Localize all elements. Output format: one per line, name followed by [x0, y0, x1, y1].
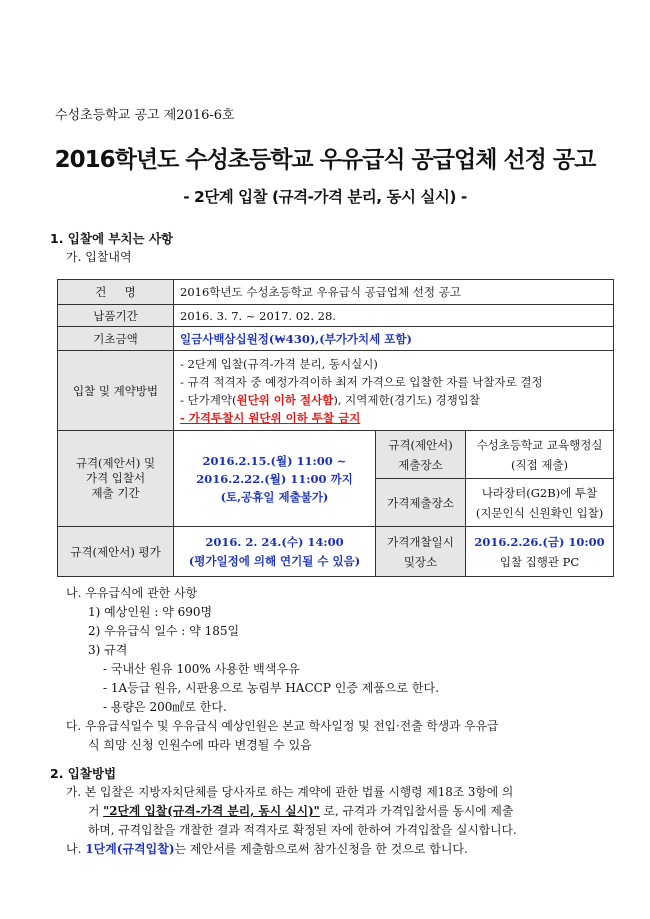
method-item: - 규격 적격자 중 예정가격이하 최저 가격으로 입찰한 자를 낙찰자로 결정: [180, 374, 543, 389]
section2-item-a-cont: 거 "2단계 입찰(규격-가격 분리, 동시 실시)" 로, 규격과 가격입찰서를 동시에 제출: [88, 804, 514, 818]
notice-number: 수성초등학교 공고 제2016-6호: [55, 108, 235, 123]
table-row: [58, 527, 614, 577]
spec-deadline-label: 규격(제안서) 및 가격 입찰서 제출 기간: [58, 431, 174, 527]
method-item-warning: - 가격투찰시 원단위 이하 투찰 금지: [180, 410, 361, 425]
name-value: 2016학년도 수성초등학교 우유급식 공급업체 선정 공고: [174, 280, 614, 305]
section1-title: 1. 입찰에 부치는 사항: [50, 231, 174, 246]
table-row: [58, 351, 614, 431]
list-item: - 국내산 원유 100% 사용한 백색우유: [103, 662, 300, 676]
name-label: 건 명: [58, 280, 174, 305]
price-place-value: 나라장터(G2B)에 투찰 (지문인식 신원확인 입찰): [466, 479, 614, 527]
open-label: 가격개찰일시 및장소: [376, 527, 466, 577]
spec-place-value: 수성초등학교 교육행정실 (직접 제출): [466, 431, 614, 479]
table-row: [58, 280, 614, 305]
list-item: - 용량은 200㎖로 한다.: [103, 700, 227, 714]
open-value: 2016.2.26.(금) 10:00 입찰 집행관 PC: [466, 527, 614, 577]
list-item: - 1A등급 원유, 시판용으로 농림부 HACCP 인증 제품으로 한다.: [103, 681, 439, 695]
section1-sub-c: 다. 우유급식일수 및 우유급식 예상인원은 본교 학사일정 및 전입·전출 학생과 우유급: [66, 719, 499, 733]
document-title: 2016학년도 수성초등학교 우유급식 공급업체 선정 공고: [54, 147, 596, 173]
spec-place-label: 규격(제안서) 제출장소: [376, 431, 466, 479]
method-label: 입찰 및 계약방법: [58, 351, 174, 431]
section2-item-a: 가. 본 입찰은 지방자치단체를 당사자로 하는 계약에 관한 법률 시행령 제18조 3항에 의: [66, 785, 514, 799]
list-item: 2) 우유급식 일수 : 약 185일: [88, 624, 240, 638]
price-place-label: 가격제출장소: [376, 479, 466, 527]
section2-title: 2. 입찰방법: [50, 766, 117, 781]
method-item: - 단가계약(원단위 이하 절사함), 지역제한(경기도) 경쟁입찰: [180, 392, 480, 407]
table-row: [58, 431, 614, 479]
table-row: [58, 327, 614, 351]
document-subtitle: - 2단계 입찰 (규격-가격 분리, 동시 실시) -: [183, 188, 467, 206]
bid-info-table: [57, 279, 614, 577]
section1-sub-b: 나. 우유급식에 관한 사항: [66, 586, 198, 600]
base-price-value: 일금사백삼십원정(₩430),(부가가치세 포함): [174, 327, 614, 351]
base-price-label: 기초금액: [58, 327, 174, 351]
eval-label: 규격(제안서) 평가: [58, 527, 174, 577]
period-value: 2016. 3. 7. ~ 2017. 02. 28.: [174, 305, 614, 327]
list-item: 1) 예상인원 : 약 690명: [88, 605, 213, 619]
spec-deadline-value: 2016.2.15.(월) 11:00 ~ 2016.2.22.(월) 11:00 까지 (토,공휴일 제출불가): [174, 431, 376, 527]
table-row: [58, 305, 614, 327]
method-item: - 2단계 입찰(규격-가격 분리, 동시실시): [180, 356, 378, 371]
section1-sub-a: 가. 입찰내역: [66, 250, 132, 264]
section1-sub-c-cont: 식 희망 신청 인원수에 따라 변경될 수 있음: [88, 738, 312, 752]
eval-value: 2016. 2. 24.(수) 14:00 (평가일정에 의해 연기될 수 있음): [174, 527, 376, 577]
method-value: [174, 351, 614, 431]
section2-item-a-cont: 하며, 규격입찰을 개찰한 결과 적격자로 확정된 자에 한하여 가격입찰을 실시합니다.: [88, 823, 517, 837]
period-label: 납품기간: [58, 305, 174, 327]
list-item: 3) 규격: [88, 643, 128, 657]
section2-item-b: 나. 1단계(규격입찰)는 제안서를 제출함으로써 참가신청을 한 것으로 합니다.: [66, 842, 468, 856]
